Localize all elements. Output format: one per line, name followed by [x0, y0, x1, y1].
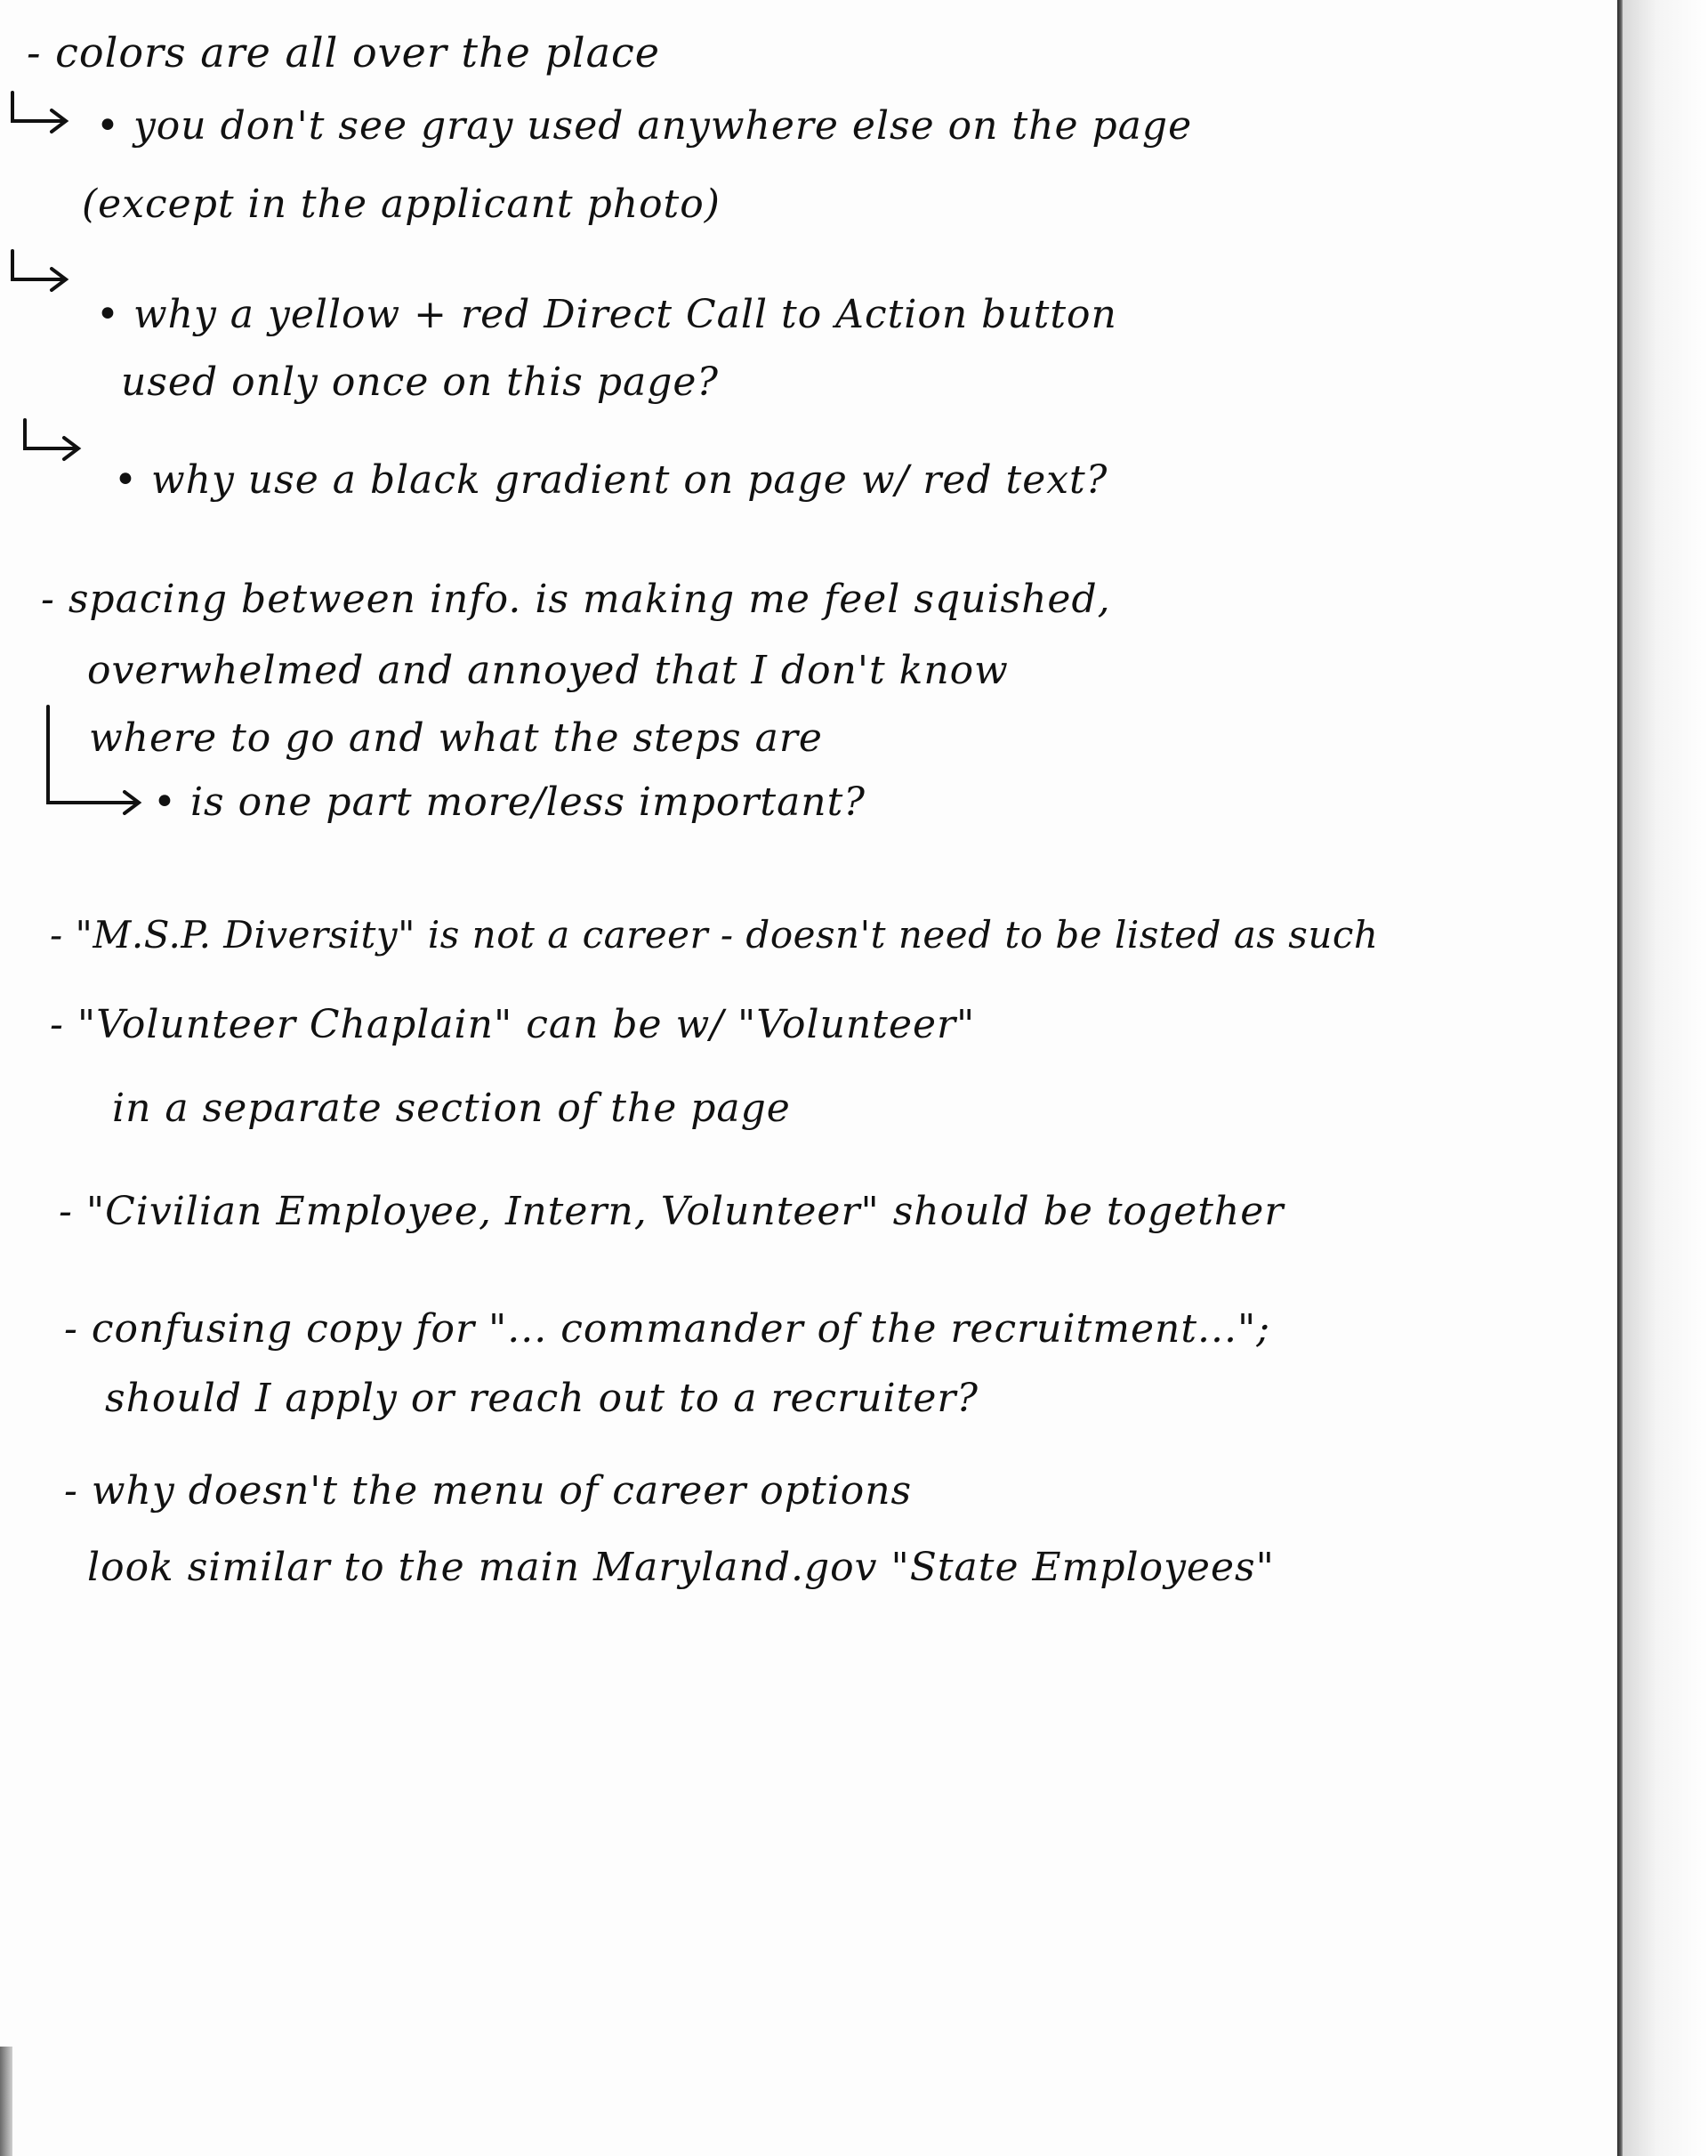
note-line-15: - confusing copy for "... commander of the recruitment..."; [64, 1306, 1271, 1352]
arrow-icon [7, 89, 78, 142]
note-line-5: used only once on this page? [121, 359, 720, 405]
note-line-9: where to go and what the steps are [89, 715, 823, 761]
note-line-16: should I apply or reach out to a recruiter? [105, 1376, 979, 1421]
note-line-13: in a separate section of the page [112, 1086, 791, 1131]
note-line-6: • why use a black gradient on page w/ red text? [114, 457, 1108, 503]
note-line-12: - "Volunteer Chaplain" can be w/ "Volunteer" [50, 1002, 976, 1047]
note-line-11: - "M.S.P. Diversity" is not a career - doesn't need to be listed as such [50, 913, 1379, 957]
adjacent-page [1623, 0, 1708, 2156]
note-line-7: - spacing between info. is making me feel squished, [41, 577, 1111, 622]
note-line-1: - colors are all over the place [27, 28, 661, 77]
note-line-2: • you don't see gray used anywhere else on the page [96, 103, 1193, 149]
note-line-10: • is one part more/less important? [153, 779, 866, 825]
note-line-4: • why a yellow + red Direct Call to Action button [96, 292, 1117, 337]
arrow-icon [20, 416, 91, 470]
note-line-8: overwhelmed and annoyed that I don't know [87, 648, 1009, 693]
arrow-icon [7, 247, 78, 301]
note-line-14: - "Civilian Employee, Intern, Volunteer" should be together [59, 1189, 1285, 1234]
note-line-17: - why doesn't the menu of career options [64, 1468, 913, 1514]
note-line-18: look similar to the main Maryland.gov "State Employees" [87, 1545, 1275, 1590]
corner-shadow [0, 2047, 12, 2156]
note-line-3: (except in the applicant photo) [82, 182, 721, 227]
